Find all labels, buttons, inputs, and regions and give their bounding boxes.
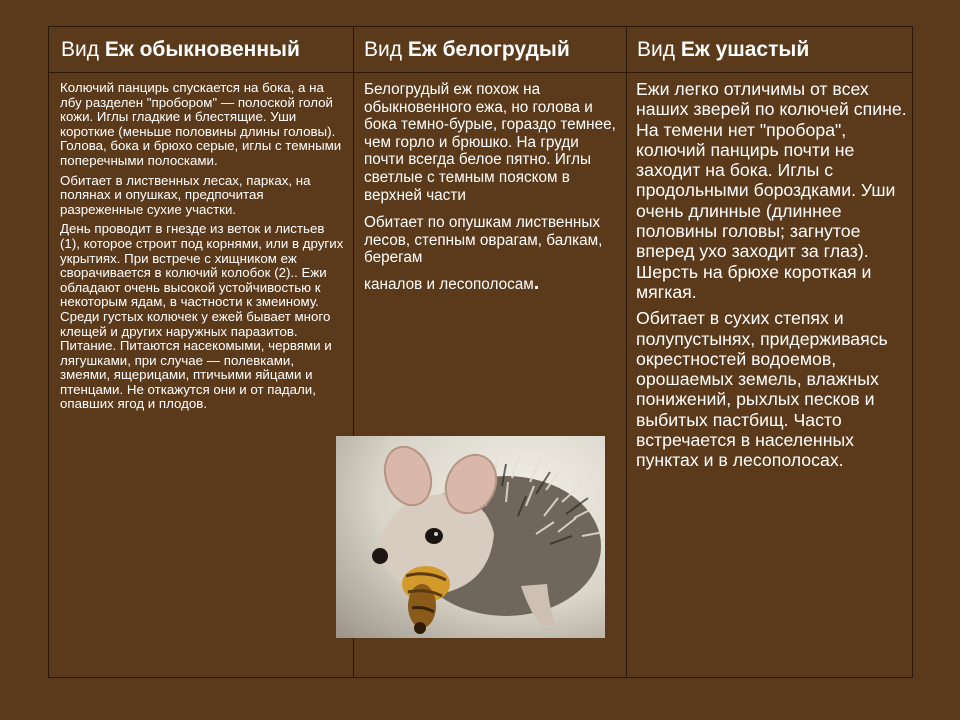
period-mark: .: [533, 271, 540, 294]
header-common-hedgehog: [61, 27, 300, 72]
eared-hedgehog-description: [626, 73, 912, 677]
appearance-text: Колючий панцирь спускается на бока, а на лбу разделен "пробором" — полоской голой кожи. Иглы гладкие и блестящие. Уши короткие (меньше половины длины головы). Голова, бока и брюхо серые, иглы с темными поперечными полосками.: [60, 80, 342, 168]
appearance-text: Ежи легко отличимы от всех наших зверей по колючей спине. На темени нет "пробора", колючий панцирь почти не заходит на бока. Иглы с продольными бороздками. Уши очень длинные (длиннее половины головы; загнутое вперед ухо заходит за глаз). Шерсть на брюхе короткая и мягкая.: [636, 79, 907, 302]
habitat-text: Обитает в лиственных лесах, парках, на полянах и опушках, предпочитая разреженные сухие участки.: [60, 172, 311, 217]
habitat-text-continued: [364, 271, 620, 294]
habitat-text-end: каналов и лесополосам: [364, 275, 534, 293]
hedgehog-nose: [372, 548, 388, 564]
appearance-text: Белогрудый еж похож на обыкновенного ежа, но голова и бока темно-бурые, гораздо темнее, чем горло и брюшко. На груди почти всегда белое пятно. Иглы светлые с темным пояском в верхней части: [364, 81, 616, 204]
header-prefix: Вид: [364, 37, 402, 61]
larva: [402, 566, 450, 634]
header-species-name: Еж ушастый: [680, 37, 810, 61]
hedgehog-photo: [336, 436, 605, 638]
header-prefix: Вид: [637, 37, 675, 61]
header-prefix: Вид: [61, 37, 99, 61]
hedgehog-illustration: [336, 436, 605, 638]
header-species-name: Еж обыкновенный: [104, 37, 300, 61]
hedgehog-eye: [425, 528, 443, 544]
behavior-text: День проводит в гнезде из веток и листьев (1), которое строит под корнями, или в других укрытиях. При встрече с хищником еж сворачивается в колючий колобок (2).. Ежи обладают очень высокой устойчивостью к некоторым ядам, в частности к змеиному. Среди густых колючек у ежей бывает много клещей и других наружных паразитов. Питание. Питаются насекомыми, червями и лягушками, при случае — полевками, змеями, ящерицами, птичьими яйцами и птенцами. Не откажутся они и от падали, опавших ягод и плодов.: [60, 221, 344, 412]
header-white-breasted-hedgehog: [364, 27, 570, 72]
common-hedgehog-description: [49, 73, 353, 677]
header-species-name: Еж белогрудый: [407, 37, 570, 61]
header-eared-hedgehog: [637, 27, 809, 72]
habitat-text: Обитает по опушкам лиственных лесов, степным оврагам, балкам, берегам: [364, 214, 603, 267]
habitat-text: Обитает в сухих степях и полупустынях, придерживаясь окрестностей водоемов, орошаемых земель, влажных понижений, рыхлых песков и выбитых пастбищ. Часто встречается в населенных пунктах и в лесополосах.: [636, 308, 888, 471]
